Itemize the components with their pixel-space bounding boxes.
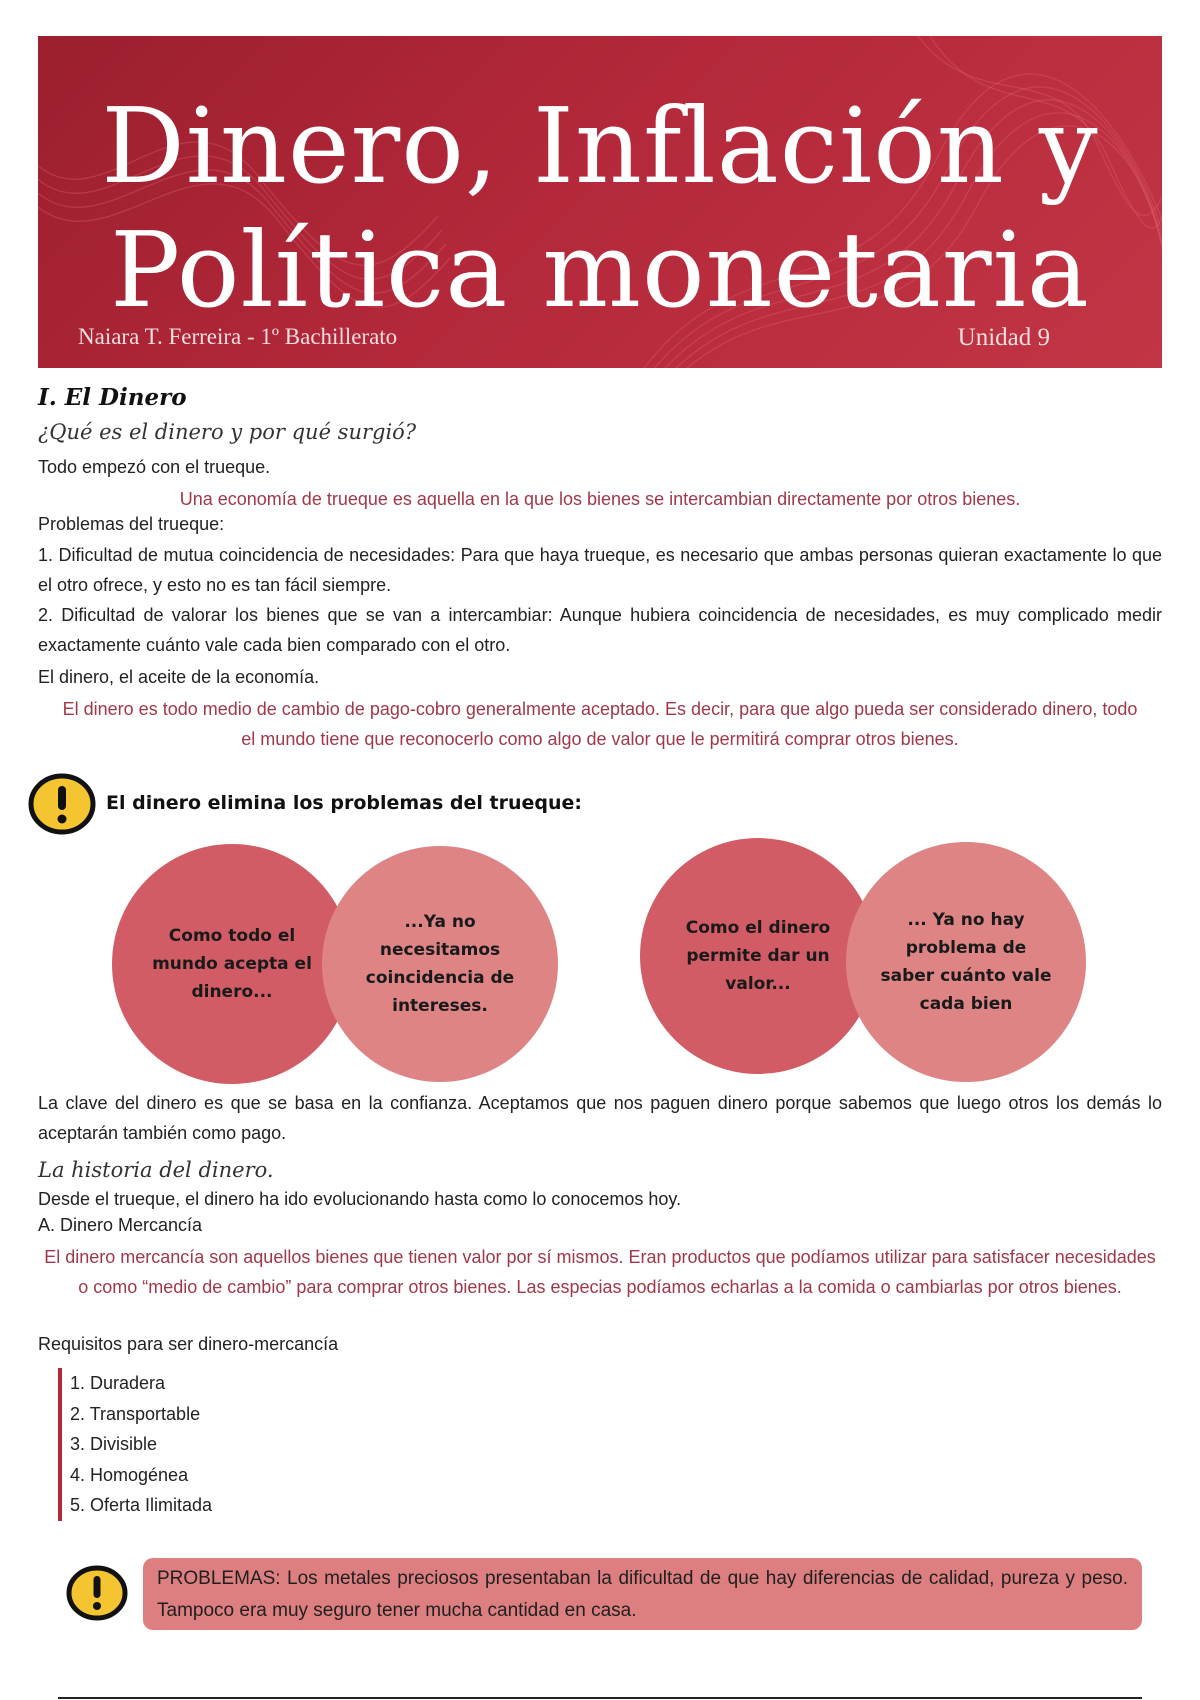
circle-no-value-problem: [846, 842, 1086, 1082]
list-item: 1. Duradera: [70, 1373, 166, 1393]
requirements-label: Requisitos para ser dinero-mercancía: [38, 1334, 339, 1354]
title-line-1: Dinero, Inflación y: [101, 85, 1099, 207]
problems-box: PROBLEMAS: Los metales preciosos presentaban la dificultad de que hay diferencias de calidad, pureza y peso. Tampoco era muy seguro tener mucha cantidad en casa.: [143, 1558, 1142, 1630]
list-item: 4. Homogénea: [70, 1464, 189, 1485]
unit-label: Unidad 9: [957, 324, 1050, 351]
circle-no-coincidence: [322, 846, 558, 1082]
bottom-divider: [58, 1697, 1142, 1699]
section-question: ¿Qué es el dinero y por qué surgió?: [38, 420, 417, 444]
history-heading: La historia del dinero.: [38, 1158, 274, 1182]
circle-label-1: Como todo el mundo acepta el dinero...: [152, 926, 312, 1002]
alert-text: El dinero elimina los problemas del trueque:: [106, 792, 583, 814]
requirements-list: [58, 1368, 212, 1521]
header-banner: [38, 36, 1162, 368]
history-intro: Desde el trueque, el dinero ha ido evolucionando hasta como lo conocemos hoy.: [38, 1189, 682, 1209]
barter-definition: Una economía de trueque es aquella en la que los bienes se intercambian directamente por otros bienes.: [179, 489, 1021, 509]
section-heading: I. El Dinero: [38, 384, 187, 411]
exclamation-icon: [66, 1564, 128, 1622]
list-item: 3. Divisible: [70, 1434, 158, 1454]
circle-label-4: ... Ya no hay problema de saber cuánto vale cada bien: [880, 910, 1052, 1014]
circle-label-3: Como el dinero permite dar un valor...: [685, 918, 831, 994]
money-oil-text: El dinero, el aceite de la economía.: [38, 667, 320, 687]
circle-everyone-accepts: [112, 844, 352, 1084]
barter-problem-1: 1. Dificultad de mutua coincidencia de necesidades: Para que haya trueque, es necesario que ambas personas quieran exactamente lo que el otro ofrece, y esto no es tan fácil siempre.: [38, 545, 1162, 595]
page-title: [38, 84, 1162, 332]
money-definition: El dinero es todo medio de cambio de pago-cobro generalmente aceptado. Es decir, para que algo pueda ser considerado dinero, todo el mundo tiene que reconocerlo como algo de valor que le permitirá comprar otros bienes.: [62, 699, 1138, 749]
list-item: 5. Oferta Ilimitada: [70, 1495, 213, 1515]
list-item: 2. Transportable: [70, 1403, 201, 1424]
commodity-money-definition: El dinero mercancía son aquellos bienes que tienen valor por sí mismos. Eran productos que podíamos utilizar para satisfacer necesidades o como “medio de cambio” para comprar otros bienes. Las especias podíamos echarlas a la comida o cambiarlas por otros bienes.: [44, 1247, 1156, 1297]
title-line-2: Política monetaria: [110, 209, 1090, 331]
circle-label-2: ...Ya no necesitamos coincidencia de intereses.: [365, 912, 515, 1016]
circle-gives-value: [640, 838, 876, 1074]
problems-label: Problemas del trueque:: [38, 514, 225, 534]
commodity-money-heading: A. Dinero Mercancía: [38, 1215, 203, 1235]
author-label: Naiara T. Ferreira - 1º Bachillerato: [78, 324, 398, 349]
intro-text: Todo empezó con el trueque.: [38, 457, 271, 477]
barter-problem-2: 2. Dificultad de valorar los bienes que se van a intercambiar: Aunque hubiera coincidencia de necesidades, es muy complicado medir exactamente cuánto vale cada bien comparado con el otro.: [38, 605, 1162, 655]
exclamation-icon: [28, 772, 96, 836]
trust-paragraph: La clave del dinero es que se basa en la confianza. Aceptamos que nos paguen dinero porque sabemos que luego otros los demás lo aceptarán también como pago.: [38, 1093, 1162, 1143]
